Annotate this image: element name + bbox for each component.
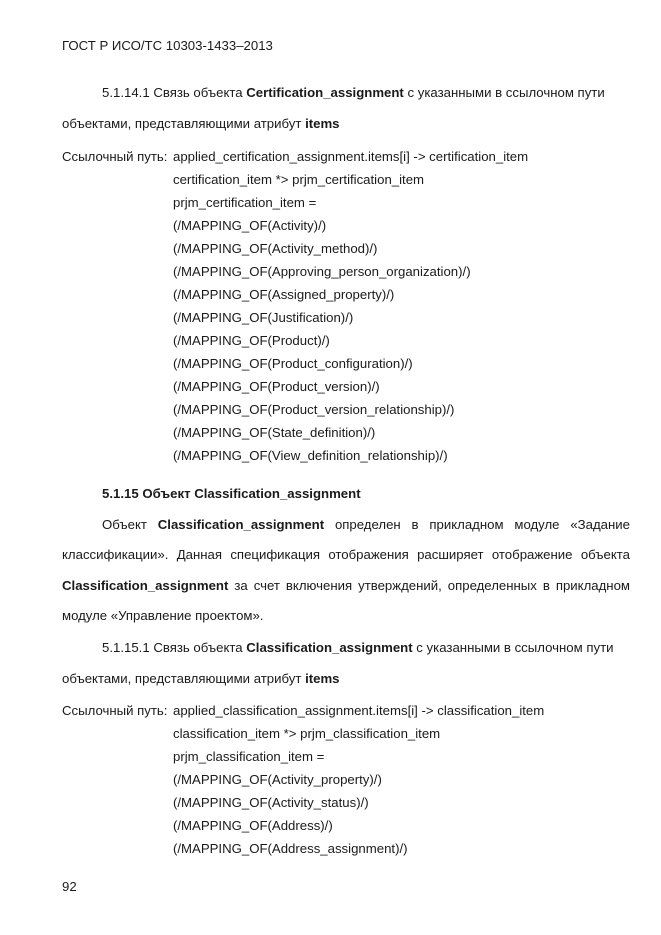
reference-path-line: (/MAPPING_OF(Approving_person_organization)/) [173,264,471,279]
object-name: Classification_assignment [157,517,325,532]
reference-path-line: prjm_classification_item = [173,749,325,764]
object-name: Classification_assignment [246,640,413,655]
reference-path-line: (/MAPPING_OF(Address)/) [173,818,333,833]
reference-path-line: certification_item *> prjm_certification_item [173,172,425,187]
attribute-name: items [305,671,340,686]
reference-path-line: (/MAPPING_OF(Product)/) [173,333,330,348]
object-name: Classification_assignment [62,578,229,593]
reference-path-line: (/MAPPING_OF(Justification)/) [173,310,354,325]
reference-path-line: (/MAPPING_OF(Activity_status)/) [173,795,369,810]
subsection-title-5-1-14-1 [102,85,605,101]
reference-path-line: (/MAPPING_OF(State_definition)/) [173,425,376,440]
text: объектами, представляющими атрибут [62,116,306,131]
text: с указанными в ссылочном пути [403,85,605,100]
subsection-title-cont [62,116,340,132]
reference-path-label: Ссылочный путь: [62,703,168,718]
reference-path-line: (/MAPPING_OF(Assigned_property)/) [173,287,395,302]
subsection-title-5-1-15-1 [102,640,614,656]
text: объектами, представляющими атрибут [62,671,306,686]
text: с указанными в ссылочном пути [412,640,614,655]
subsection-title-cont [62,671,340,687]
paragraph-line: классификации». Данная спецификация отображения расширяет отображение объекта [62,547,630,562]
reference-path-line: applied_certification_assignment.items[i] -> certification_item [173,149,529,164]
reference-path-line: applied_classification_assignment.items[i] -> classification_item [173,703,545,718]
section-heading-5-1-15: 5.1.15 Объект Classification_assignment [102,486,361,501]
text: 5.1.15.1 Связь объекта [102,640,247,655]
reference-path-line: (/MAPPING_OF(Activity_method)/) [173,241,378,256]
reference-path-line: (/MAPPING_OF(Product_version)/) [173,379,380,394]
text: 5.1.14.1 Связь объекта [102,85,247,100]
text: определен в прикладном модуле «Задание [324,517,630,532]
text: за счет включения утверждений, определенных в прикладном [228,578,630,593]
paragraph-line [62,517,630,533]
reference-path-line: (/MAPPING_OF(Address_assignment)/) [173,841,408,856]
reference-path-line: (/MAPPING_OF(Activity)/) [173,218,327,233]
attribute-name: items [305,116,340,131]
object-name: Certification_assignment [246,85,404,100]
document-header: ГОСТ Р ИСО/ТС 10303-1433–2013 [62,38,273,53]
paragraph-line [62,578,630,594]
reference-path-label: Ссылочный путь: [62,149,168,164]
reference-path-line: (/MAPPING_OF(Product_configuration)/) [173,356,413,371]
paragraph-line: модуле «Управление проектом». [62,608,264,623]
text: Объект [102,517,158,532]
reference-path-line: prjm_certification_item = [173,195,317,210]
reference-path-line: (/MAPPING_OF(View_definition_relationship)/) [173,448,448,463]
reference-path-line: (/MAPPING_OF(Product_version_relationship)/) [173,402,455,417]
page-number: 92 [62,879,77,894]
reference-path-line: (/MAPPING_OF(Activity_property)/) [173,772,382,787]
reference-path-line: classification_item *> prjm_classification_item [173,726,441,741]
